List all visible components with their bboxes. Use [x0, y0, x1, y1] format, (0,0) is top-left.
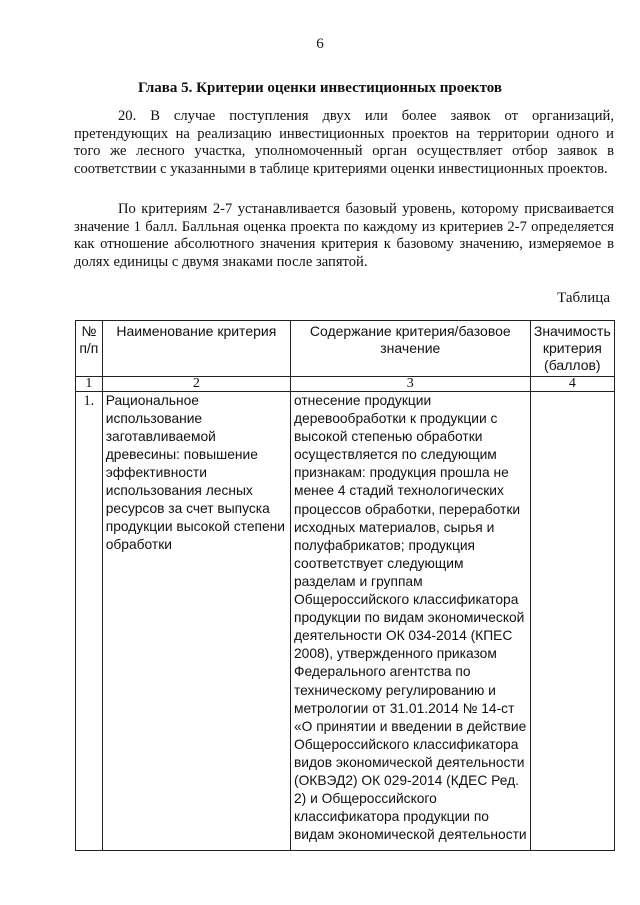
table-header-row	[76, 321, 615, 377]
header-num: № п/п	[76, 321, 103, 377]
chapter-title: Глава 5. Критерии оценки инвестиционных проектов	[138, 80, 502, 96]
column-index-2: 2	[102, 377, 290, 392]
table-row	[76, 392, 615, 851]
header-name: Наименование критерия	[102, 321, 290, 377]
table-caption: Таблица	[557, 290, 610, 306]
row-number: 1.	[76, 392, 103, 851]
criterion-name: Рациональное использование заготавливаемой древесины: повышение эффективности использования лесных ресурсов за счет выпуска продукции высокой степени обработки	[102, 392, 290, 851]
criteria-table	[75, 320, 615, 851]
header-weight: Значимость критерия (баллов)	[530, 321, 614, 377]
page-number: 6	[316, 36, 324, 52]
column-index-3: 3	[290, 377, 530, 392]
criterion-weight	[530, 392, 614, 851]
column-index-1: 1	[76, 377, 103, 392]
column-index-4: 4	[530, 377, 614, 392]
header-content: Содержание критерия/базовое значение	[290, 321, 530, 377]
paragraph-scoring: По критериям 2-7 устанавливается базовый уровень, которому присваивается значение 1 балл. Балльная оценка проекта по каждому из критериев 2-7 определяется как отношение абсолютного значения критерия к базовому значению, измеряемое в долях единицы с двумя знаками после запятой.	[74, 201, 614, 270]
paragraph-20: 20. В случае поступления двух или более заявок от организаций, претендующих на реализацию инвестиционных проектов на территории одного и того же лесного участка, уполномоченный орган осуществляет отбор заявок в соответствии с указанными в таблице критериями оценки инвестиционных проектов.	[74, 108, 614, 177]
criterion-content: отнесение продукции деревообработки к продукции с высокой степенью обработки осуществляется по следующим признакам: продукция прошла не менее 4 стадий технологических процессов обработки, переработки исходных материалов, сырья и полуфабрикатов; продукция соответствует следующим разделам и группам Общероссийского классификатора продукции по видам экономической деятельности ОК 034-2014 (КПЕС 2008), утвержденного приказом Федерального агентства по техническому регулированию и метрологии от 31.01.2014 № 14-ст «О принятии и введении в действие Общероссийского классификатора видов экономической деятельности (ОКВЭД2) ОК 029-2014 (КДЕС Ред. 2) и Общероссийского классификатора продукции по видам экономической деятельности	[290, 392, 530, 851]
column-index-row	[76, 377, 615, 392]
